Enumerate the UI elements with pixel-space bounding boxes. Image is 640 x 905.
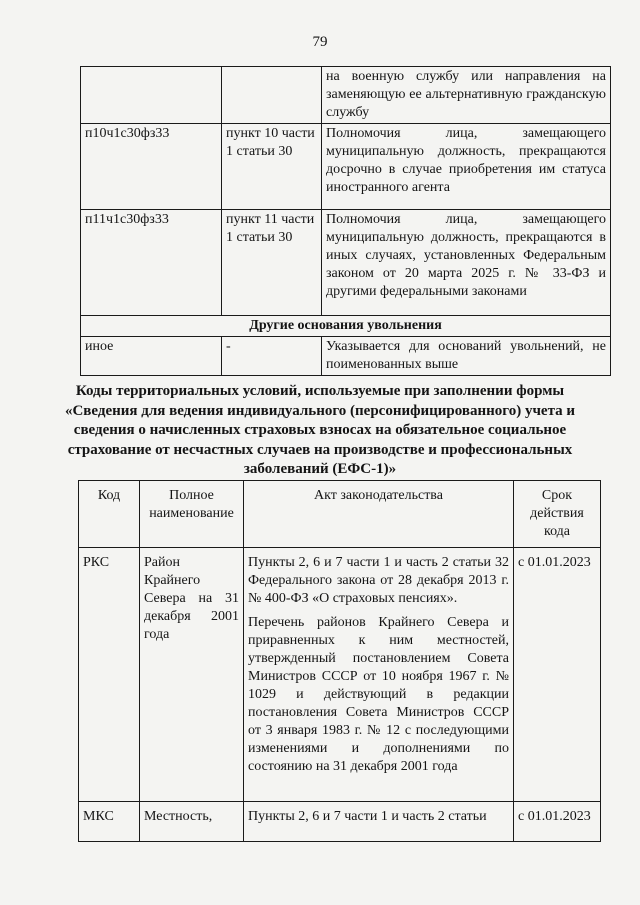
act-paragraph: Перечень районов Крайнего Севера и приравненных к ним местностей, утвержденный постановлением Совета Министров СССР от 10 ноября 1967 г. № 1029 и действующий в редакции постановления Совета Министров СССР от 3 января 1983 г. № 12 с последующими изменениями и дополнениями по состоянию на 31 декабря 2001 года [248, 615, 509, 774]
table-row [81, 67, 611, 124]
table-row [79, 548, 601, 802]
description-cell: на военную службу или направления на заменяющую ее альтернативную гражданскую службу [322, 67, 611, 124]
name-cell: Район Крайнего Севера на 31 декабря 2001 года [140, 548, 244, 802]
description-cell: Полномочия лица, замещающего муниципальную должность, прекращаются в иных случаях, установленных Федеральным законом от 20 марта 2025 г. № 33-ФЗ и другими федеральными законами [322, 210, 611, 316]
section-title: Другие основания увольнения [81, 316, 611, 337]
section-row [81, 316, 611, 337]
table-row [81, 124, 611, 210]
code-cell [81, 67, 222, 124]
act-paragraph: Пункты 2, 6 и 7 части 1 и часть 2 статьи 32 Федерального закона от 28 декабря 2013 г. № 400-ФЗ «О страховых пенсиях». [248, 555, 509, 606]
act-cell [244, 548, 514, 802]
code-cell: иное [81, 337, 222, 376]
act-cell [244, 802, 514, 842]
period-cell: с 01.01.2023 [514, 548, 601, 802]
name-cell: Местность, [140, 802, 244, 842]
article-cell [222, 67, 322, 124]
header-period: Срок действия кода [514, 481, 601, 548]
page-number: 79 [312, 34, 328, 50]
table-row [81, 337, 611, 376]
header-row [79, 481, 601, 548]
article-cell: пункт 11 части 1 статьи 30 [222, 210, 322, 316]
code-cell: РКС [79, 548, 140, 802]
article-cell: пункт 10 части 1 статьи 30 [222, 124, 322, 210]
description-cell: Указывается для оснований увольнений, не поименованных выше [322, 337, 611, 376]
table-row [79, 802, 601, 842]
territorial-codes-table [78, 480, 601, 842]
header-act: Акт законодательства [244, 481, 514, 548]
period-cell: с 01.01.2023 [514, 802, 601, 842]
header-code: Код [79, 481, 140, 548]
code-cell: МКС [79, 802, 140, 842]
act-paragraph: Пункты 2, 6 и 7 части 1 и часть 2 статьи [248, 809, 487, 824]
table-row [81, 210, 611, 316]
section-heading: Коды территориальных условий, используемые при заполнении формы «Сведения для ведения индивидуального (персонифицированного) учета и сведения о начисленных страховых взносах на обязательное социальное страхование от несчастных случаев на производстве и профессиональных заболеваний (ЕФС-1)» [64, 383, 576, 477]
dismissal-grounds-table [80, 66, 611, 376]
code-cell: п10ч1с30фз33 [81, 124, 222, 210]
description-cell: Полномочия лица, замещающего муниципальную должность, прекращаются досрочно в случае приобретения им статуса иностранного агента [322, 124, 611, 210]
article-cell: - [222, 337, 322, 376]
header-name: Полное наименование [140, 481, 244, 548]
code-cell: п11ч1с30фз33 [81, 210, 222, 316]
